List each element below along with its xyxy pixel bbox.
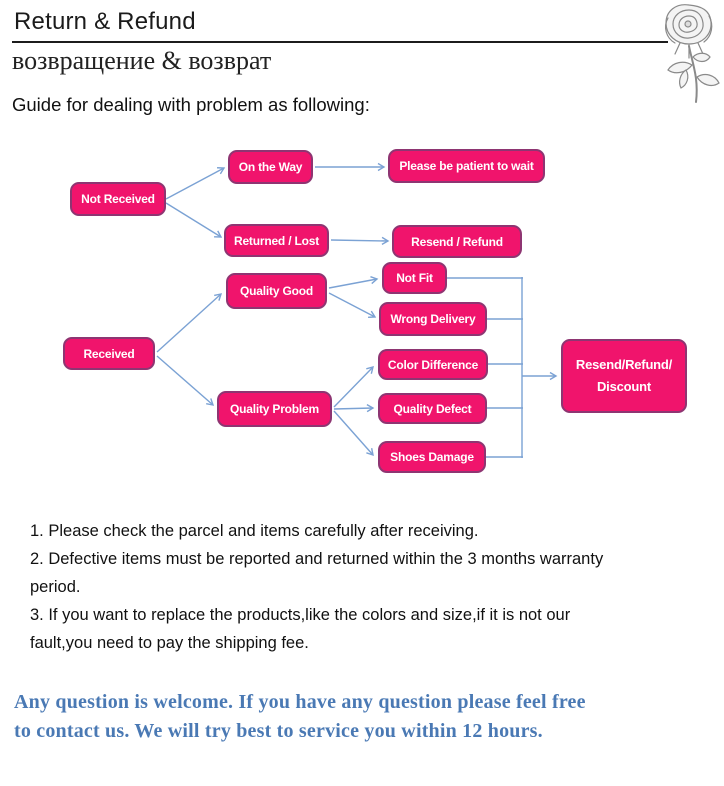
flow-node-quality-good: Quality Good [226,273,327,309]
page-subtitle-russian: возвращение & возврат [12,46,272,75]
flow-node-not-fit: Not Fit [382,262,447,294]
flow-node-resend-refund: Resend / Refund [392,225,522,258]
contact-message-line: to contact us. We will try best to service you within 12 hours. [14,720,543,742]
final-outcome-line1: Resend/Refund/ [575,356,673,372]
policy-notes [30,517,700,657]
flow-node-final-outcome [561,339,687,413]
page-title: Return & Refund [14,8,196,35]
flow-node-returned-lost: Returned / Lost [224,224,329,257]
flow-node-received: Received [63,337,155,370]
flow-node-color-difference: Color Difference [378,349,488,380]
contact-message [14,688,716,746]
policy-note-line: 2. Defective items must be reported and returned within the 3 months warranty [30,550,604,568]
final-outcome-line2: Discount [596,379,651,394]
flow-node-shoes-damage: Shoes Damage [378,441,486,473]
flow-node-wrong-delivery: Wrong Delivery [379,302,487,336]
flow-node-please-wait: Please be patient to wait [388,149,545,183]
flow-node-quality-problem: Quality Problem [217,391,332,427]
flow-node-not-received: Not Received [70,182,166,216]
contact-message-line: Any question is welcome. If you have any question please feel free [14,691,586,713]
flow-node-quality-defect: Quality Defect [378,393,487,424]
policy-note-line: fault,you need to pay the shipping fee. [30,634,309,652]
policy-note-line: period. [30,578,81,596]
guide-intro-text: Guide for dealing with problem as following: [12,94,370,115]
flow-node-on-the-way: On the Way [228,150,313,184]
policy-note-line: 3. If you want to replace the products,like the colors and size,if it is not our [30,606,571,624]
policy-note-line: 1. Please check the parcel and items carefully after receiving. [30,522,479,540]
